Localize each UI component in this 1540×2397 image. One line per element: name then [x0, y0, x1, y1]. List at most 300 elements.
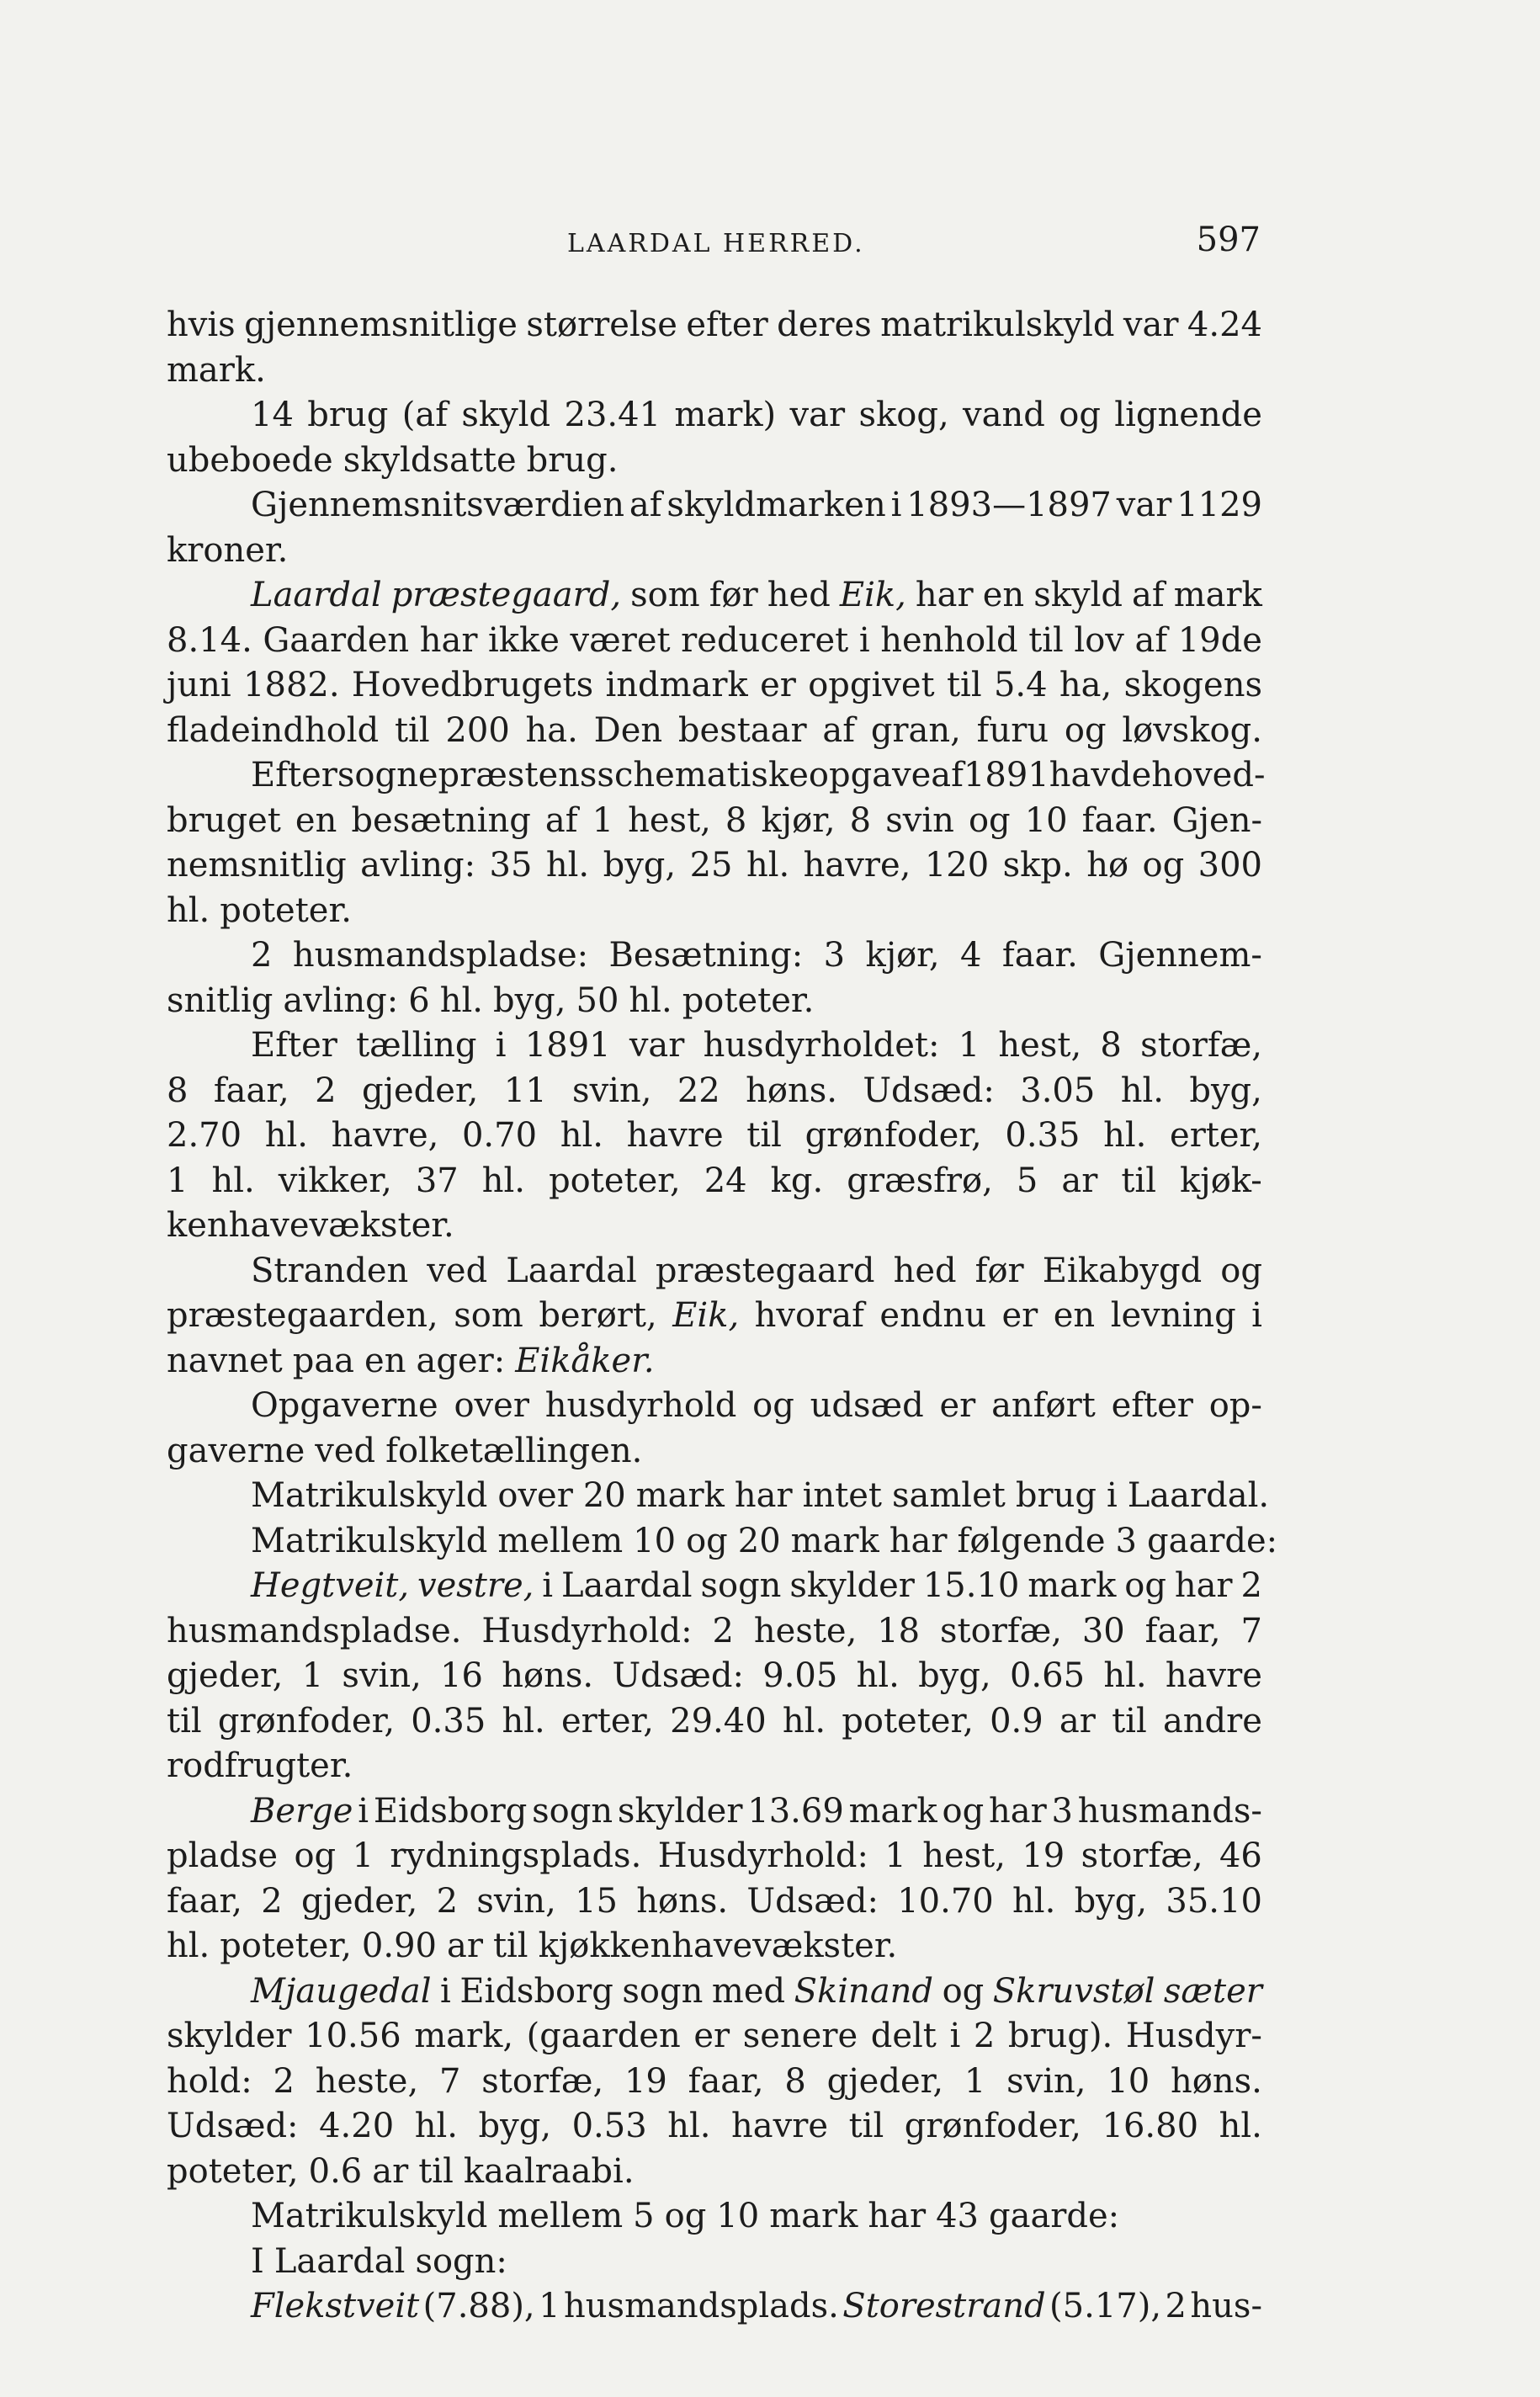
text-line [167, 2104, 1262, 2150]
text-line [167, 799, 1262, 844]
word: været [570, 620, 671, 660]
word: kjør, [761, 800, 836, 840]
word: svin, [572, 1071, 652, 1110]
word: tælling [356, 1026, 477, 1065]
text-line [167, 843, 1262, 889]
italic-word: Mjaugedal [251, 1971, 432, 2011]
word: efter [1111, 1386, 1193, 1425]
word: Udsæd: [612, 1656, 744, 1695]
word: grønfoder, [805, 1116, 982, 1155]
word: faar. [1001, 936, 1078, 975]
word: 50 [576, 981, 619, 1020]
italic-word: Flekstveit [251, 2287, 420, 2325]
word: 19de [1177, 620, 1262, 660]
word: ubeboede [167, 440, 333, 480]
word: sognepræstens [337, 756, 597, 795]
word: kenhavevækster. [167, 1206, 454, 1245]
word: grønfoder, [904, 2107, 1081, 2145]
word: i [542, 1566, 554, 1605]
word: af [822, 710, 856, 750]
text-line [167, 619, 1262, 664]
word: 0.6 [308, 2151, 363, 2191]
text-line [167, 1339, 1262, 1385]
word: og [664, 2197, 707, 2235]
word: til [946, 666, 982, 704]
word: har [915, 576, 974, 614]
word: rodfrugter. [167, 1746, 353, 1785]
italic-word: Eik, [672, 1296, 740, 1335]
word: endnu [879, 1296, 986, 1335]
word: og [686, 1521, 728, 1560]
word: har [734, 1476, 793, 1515]
word: grønfoder, [217, 1701, 396, 1741]
word: sogn: [415, 2241, 507, 2281]
word: høns. [1171, 2061, 1262, 2101]
word: poteter, [167, 2151, 299, 2191]
word: bestaar [677, 710, 807, 750]
running-title: LAARDAL HERRED. [567, 229, 865, 258]
text-line [167, 2150, 1262, 2195]
word: 3.05 [1020, 1071, 1096, 1110]
word: paa [292, 1341, 355, 1380]
word: Opgaverne [251, 1386, 438, 1425]
text-line [167, 1429, 1262, 1475]
word: 2 [261, 1881, 283, 1921]
page-number: 597 [1196, 221, 1261, 259]
word: er [693, 2017, 730, 2055]
text-line [167, 1879, 1262, 1925]
text-line [167, 709, 1262, 754]
word: til [394, 710, 430, 750]
word: furu [976, 710, 1049, 750]
word: og [1059, 396, 1101, 434]
word: erter, [560, 1701, 654, 1741]
word: udsæd [810, 1386, 924, 1425]
word: ar [372, 2151, 409, 2191]
word: 4.24 [1187, 306, 1262, 344]
word: 1 [884, 1836, 906, 1875]
word: Matrikulskyld [251, 2197, 488, 2235]
word: 2 [315, 1071, 337, 1110]
word: 22 [677, 1071, 720, 1110]
word: er [760, 666, 796, 704]
word: 24 [704, 1161, 747, 1200]
text-line [167, 663, 1262, 709]
text-line [167, 933, 1262, 979]
word: 1 [958, 1026, 980, 1065]
word: hø [1086, 846, 1129, 885]
word: gjennemsnitlige [244, 306, 518, 344]
word: Laardal [273, 2241, 406, 2281]
word: præstegaarden, [167, 1296, 438, 1335]
text-line [167, 529, 1262, 574]
word: svin, [1006, 2061, 1086, 2101]
text-line [167, 1924, 1262, 1969]
word: i [890, 486, 902, 524]
word: hest, [998, 1026, 1082, 1065]
word: skylder [167, 2017, 292, 2055]
word: Laardal. [1127, 1476, 1270, 1515]
word: brug [307, 396, 389, 434]
italic-word: Eikåker. [515, 1341, 655, 1380]
word: ar [1061, 1161, 1098, 1200]
word: en [982, 576, 1025, 614]
word: indmark [605, 666, 748, 704]
word: ikke [488, 620, 560, 660]
word: med [711, 1971, 786, 2011]
word: af [1132, 576, 1165, 614]
word: poteter, [842, 1701, 974, 1741]
word: hl. [746, 846, 790, 885]
word: storfæ, [1081, 1836, 1203, 1875]
italic-word: Berge [251, 1791, 353, 1831]
word: 8 [784, 2061, 806, 2101]
word: mark [1173, 576, 1262, 614]
word: 10 [716, 2197, 760, 2235]
word: ha, [1059, 666, 1113, 704]
word: og [752, 1386, 794, 1425]
word: følgende [957, 1521, 1106, 1560]
text-line [167, 483, 1262, 529]
word: 13.69 [747, 1791, 844, 1831]
word: hl. [264, 1116, 308, 1155]
word: besætning [351, 800, 531, 840]
word: hl. [560, 1116, 603, 1155]
word: 20 [582, 1476, 626, 1515]
word: over [454, 1386, 529, 1425]
word: byg, [918, 1656, 991, 1695]
word: snitlig [167, 981, 273, 1020]
word: (7.88), [422, 2287, 535, 2325]
word: hoved- [1151, 756, 1266, 795]
text-line [167, 979, 1262, 1024]
word: faar. [1081, 800, 1158, 840]
italic-word: Hegtveit, [251, 1566, 410, 1605]
text-line [167, 1294, 1262, 1339]
italic-word: Storestrand [842, 2287, 1046, 2325]
word: 2.70 [167, 1116, 242, 1155]
word: i [495, 1026, 507, 1065]
word: Laardal [506, 1251, 637, 1290]
text-line [167, 889, 1262, 934]
word: 1882. [243, 666, 340, 704]
word: i [858, 620, 870, 660]
word: skylder [617, 1791, 743, 1831]
text-line [167, 1159, 1262, 1204]
text-line [167, 2014, 1262, 2060]
word: 9.05 [762, 1656, 838, 1695]
word: lignende [1114, 396, 1262, 434]
word: hest, [922, 1836, 1006, 1875]
text-line [167, 1474, 1270, 1519]
word: 37 [415, 1161, 459, 1200]
word: Udsæd: [746, 1881, 879, 1921]
word: høns. [502, 1656, 594, 1695]
word: Husdyrhold: [657, 1836, 868, 1875]
word: Matrikulskyld [251, 1521, 488, 1560]
word: matrikulskyld [880, 306, 1115, 344]
word: 6 [408, 981, 430, 1020]
word: brug. [526, 440, 619, 480]
word: sogn [532, 1791, 613, 1831]
word: 300 [1197, 846, 1262, 885]
word: storfæ, [1140, 1026, 1262, 1065]
word: hl. [1120, 1071, 1164, 1110]
word: havre [731, 2107, 829, 2145]
word: andre [1162, 1701, 1262, 1741]
word: 4 [960, 936, 982, 975]
word: folketællingen. [385, 1431, 643, 1470]
word: deres [777, 306, 872, 344]
word: 46 [1219, 1836, 1262, 1875]
word: 16.80 [1102, 2107, 1199, 2145]
word: 10.56 [305, 2017, 401, 2055]
word: levning [1110, 1296, 1236, 1335]
italic-word: Skinand [794, 1971, 934, 2011]
word: gaarde: [1146, 1521, 1278, 1560]
word: Matrikulskyld [251, 1476, 488, 1515]
word: i [1251, 1296, 1262, 1335]
word: 2 [973, 2017, 996, 2055]
word: af [629, 486, 662, 524]
word: bruget [167, 800, 281, 840]
word: poteter. [682, 981, 815, 1020]
text-line [167, 1204, 1262, 1249]
word: Efter [251, 1026, 337, 1065]
word: kaalraabi. [463, 2151, 635, 2191]
word: 23.41 [564, 396, 661, 434]
word: 10.70 [897, 1881, 994, 1921]
word: størrelse [526, 306, 677, 344]
word: hus- [1190, 2287, 1262, 2325]
word: Eidsborg [373, 1791, 528, 1831]
word: husmandsplads. [564, 2287, 839, 2325]
word: 120 [924, 846, 990, 885]
word: sogn [700, 1566, 782, 1605]
word: 2 [251, 936, 273, 975]
word: mark [790, 1521, 879, 1560]
word: 35 [489, 846, 533, 885]
word: 8 [167, 1071, 189, 1110]
word: fladeindhold [167, 710, 380, 750]
word: 0.53 [571, 2107, 647, 2145]
text-line [167, 348, 1262, 394]
word: 18 [877, 1611, 921, 1650]
word: nemsnitlig [167, 846, 347, 885]
word: byg, [1189, 1071, 1262, 1110]
text-line [167, 1519, 1278, 1565]
word: som [454, 1296, 523, 1335]
word: til [746, 1116, 782, 1155]
word: 43 [936, 2197, 979, 2235]
word: 25 [689, 846, 733, 885]
word: gaverne [167, 1431, 305, 1470]
word: til [1028, 620, 1064, 660]
word: anført [991, 1386, 1096, 1425]
word: gjeder, [361, 1071, 479, 1110]
word: og [942, 1791, 985, 1831]
italic-word: Laardal [251, 576, 382, 614]
word: havre, [803, 846, 911, 885]
italic-word: sæter [1163, 1971, 1262, 2011]
word: 1 [964, 2061, 986, 2101]
word: Den [593, 710, 663, 750]
word: 1 [592, 800, 614, 840]
word: hl. [502, 1701, 545, 1741]
word: 30 [1081, 1611, 1125, 1650]
word: gjeder, [167, 1656, 284, 1695]
word: havre, [331, 1116, 439, 1155]
word: hl. [439, 981, 483, 1020]
italic-word: Skruvstøl [992, 1971, 1155, 2011]
word: skog, [858, 396, 949, 434]
word: mark [1028, 1566, 1117, 1605]
text-line [167, 1789, 1262, 1835]
word: 2 [1165, 2287, 1187, 2325]
word: hl. [1012, 1881, 1056, 1921]
word: 0.35 [1005, 1116, 1081, 1155]
word: navnet [167, 1341, 283, 1380]
text-line [167, 2284, 1262, 2330]
word: kroner. [167, 530, 289, 570]
word: græsfrø, [847, 1161, 993, 1200]
word: 3 [1051, 1791, 1073, 1831]
word: gjeder, [300, 1881, 418, 1921]
text-line [167, 1969, 1262, 2015]
text-line [167, 2240, 1262, 2285]
word: og [1064, 710, 1107, 750]
word: hl. [667, 2107, 711, 2145]
word: lov [1074, 620, 1124, 660]
word: vikker, [278, 1161, 392, 1200]
word: Eidsborg [459, 1971, 613, 2011]
word: og [294, 1836, 337, 1875]
word: og [1220, 1251, 1262, 1290]
word: 2 [1240, 1566, 1262, 1605]
word: Eikabygd [1042, 1251, 1203, 1290]
word: svin, [476, 1881, 556, 1921]
word: i [440, 1971, 451, 2011]
word: avling: [283, 981, 399, 1020]
word: (gaarden [526, 2017, 681, 2055]
word: poteter, [549, 1161, 681, 1200]
word: som [630, 576, 700, 614]
word: 0.35 [411, 1701, 486, 1741]
word: hl. [167, 1927, 210, 1965]
word: og [1142, 846, 1185, 885]
word: 0.9 [990, 1701, 1043, 1741]
word: af [931, 756, 964, 795]
italic-word: vestre, [417, 1566, 534, 1605]
word: 1893—1897 [906, 486, 1112, 524]
word: før [709, 576, 758, 614]
text-line [167, 1609, 1262, 1655]
word: rydningsplads. [390, 1836, 642, 1875]
word: heste, [315, 2061, 419, 2101]
word: poteter. [220, 890, 352, 930]
word: 19 [624, 2061, 667, 2101]
word: heste, [753, 1611, 858, 1650]
word: 7 [438, 2061, 461, 2101]
word: og [968, 800, 1011, 840]
word: 5 [1016, 1161, 1038, 1200]
word: hl. [1103, 1656, 1147, 1695]
word: faar, [1144, 1611, 1221, 1650]
word: 15.10 [922, 1566, 1020, 1605]
word: mellem [497, 1521, 624, 1560]
text-line [167, 573, 1262, 619]
word: Husdyrhold: [481, 1611, 693, 1650]
word: byg, [478, 2107, 552, 2145]
word: byg, [1074, 1881, 1148, 1921]
word: intet [802, 1476, 882, 1515]
word: til [418, 2151, 454, 2191]
word: 1 [352, 1836, 374, 1875]
word: op- [1208, 1386, 1262, 1425]
word: ha. [525, 710, 578, 750]
word: opgivet [808, 666, 935, 704]
word: Gaarden [263, 620, 410, 660]
word: gran, [870, 710, 961, 750]
word: havde [1049, 756, 1152, 795]
word: storfæ, [481, 2061, 604, 2101]
word: Husdyr- [1125, 2017, 1262, 2055]
word: havre [626, 1116, 724, 1155]
word: mellem [497, 2197, 624, 2235]
word: Besætning: [608, 936, 804, 975]
word: skyldsatte [343, 440, 517, 480]
word: samlet [892, 1476, 1006, 1515]
word: 2 [436, 1881, 459, 1921]
word: mark) [674, 396, 777, 434]
word: og [942, 1971, 985, 2011]
word: skylder [789, 1566, 915, 1605]
word: husmandspladse: [292, 936, 589, 975]
word: løvskog. [1122, 710, 1262, 750]
word: 0.65 [1009, 1656, 1086, 1695]
word: 14 [251, 396, 294, 434]
word: faar, [167, 1881, 242, 1921]
word: til [492, 1927, 528, 1965]
word: 8 [725, 800, 747, 840]
word: kjøk- [1180, 1161, 1262, 1200]
word: 0.90 [361, 1927, 437, 1965]
word: husdyrhold [544, 1386, 737, 1425]
word: var [1116, 486, 1172, 524]
word: 8 [849, 800, 872, 840]
word: ar [446, 1927, 483, 1965]
text-line [167, 1744, 1262, 1789]
word: 2 [712, 1611, 734, 1650]
word: 10 [1107, 2061, 1150, 2101]
word: hl. [211, 1161, 255, 1200]
word: (af [401, 396, 449, 434]
text-line [167, 1564, 1262, 1609]
word: 1 [167, 1161, 189, 1200]
word: 1891 [524, 1026, 611, 1065]
word: opgave [808, 756, 932, 795]
word: var [629, 1026, 685, 1065]
word: 35.10 [1166, 1881, 1262, 1921]
word: poteter, [220, 1927, 352, 1965]
word: hl. [856, 1656, 900, 1695]
word: brug). [1007, 2017, 1113, 2055]
word: erter, [1170, 1116, 1262, 1155]
word: hl. [1219, 2107, 1262, 2145]
word: henhold [880, 620, 1018, 660]
word: hl. [629, 981, 672, 1020]
word: 4.20 [319, 2107, 395, 2145]
